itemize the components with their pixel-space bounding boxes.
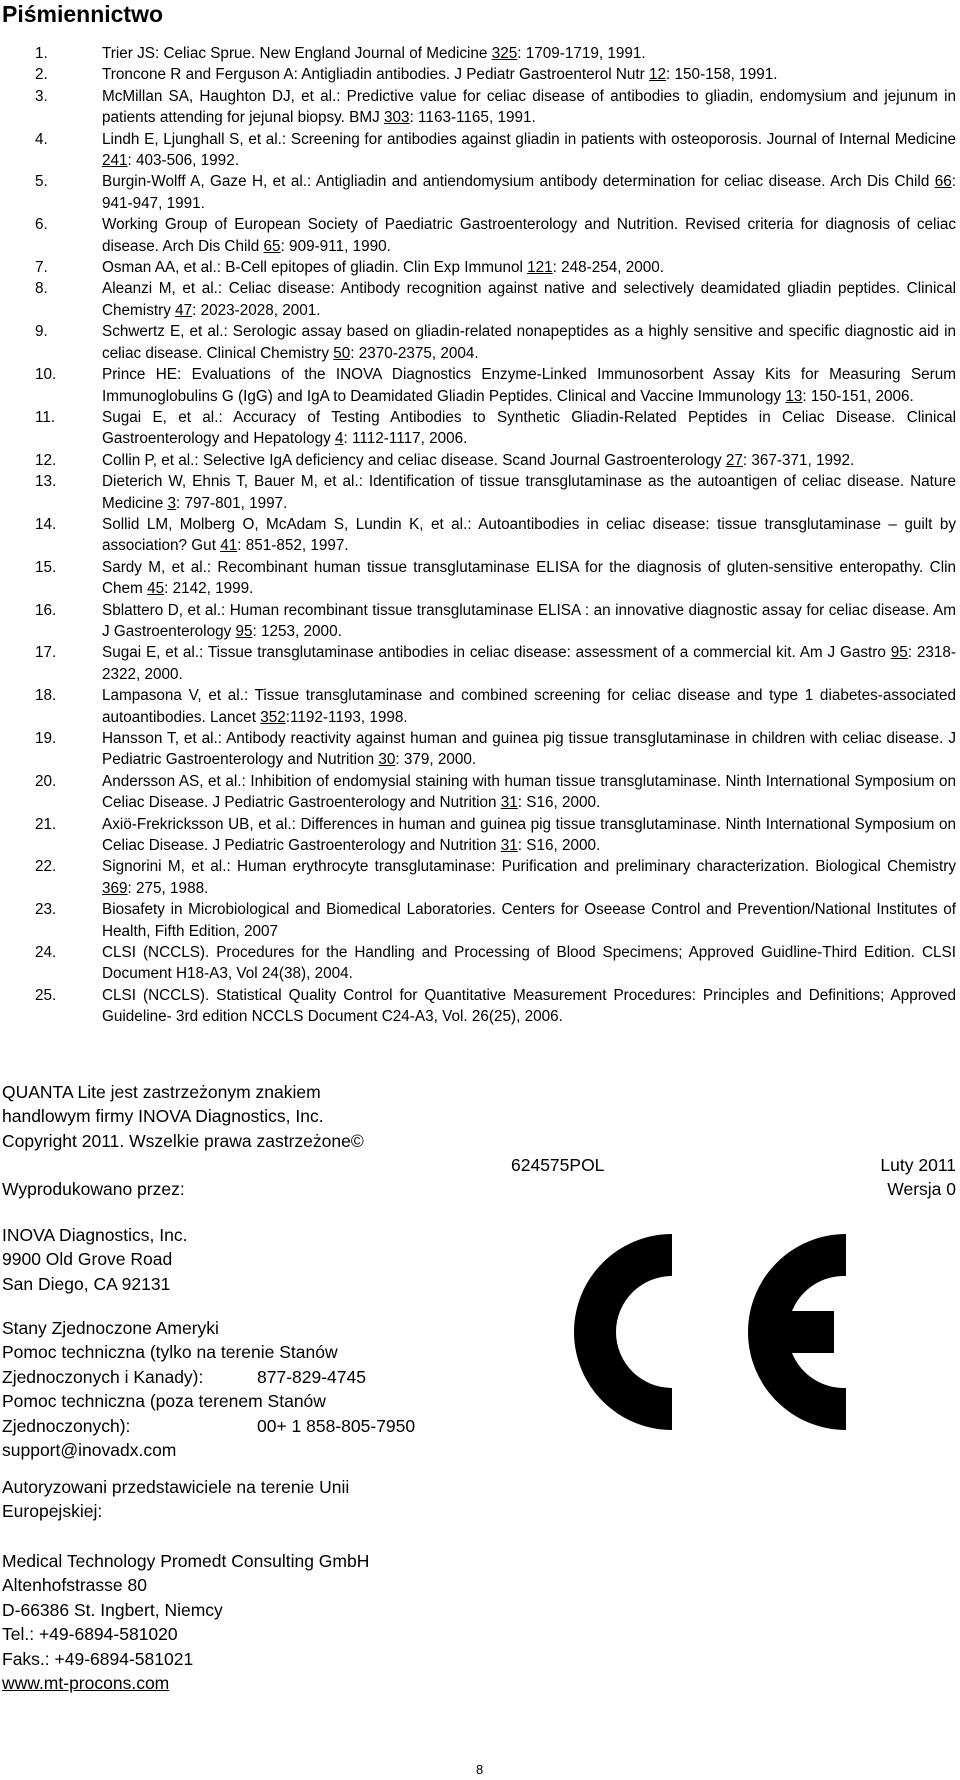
reference-text [102, 214, 956, 257]
eu-rep-website-link[interactable]: www.mt-procons.com [2, 1673, 170, 1694]
page-title: Piśmiennictwo [2, 1, 164, 27]
support-intl-row [2, 1414, 415, 1438]
reference-item [0, 86, 960, 129]
reference-number: 16. [35, 601, 57, 619]
reference-text [102, 899, 956, 942]
page-number: 8 [476, 1762, 484, 1777]
reference-text [102, 171, 956, 214]
reference-text-segment: : 2370-2375, 2004. [350, 344, 479, 362]
reference-number: 15. [35, 558, 57, 576]
reference-number: 3. [35, 87, 48, 105]
reference-number: 4. [35, 130, 48, 148]
reference-item [0, 171, 960, 214]
reference-text-segment: Sugai E, et al.: Tissue transglutaminase antibodies in celiac disease: assessment of a commercial kit. Am J Gastro [102, 644, 891, 662]
reference-volume: 369 [102, 879, 128, 897]
reference-number: 20. [35, 772, 57, 790]
reference-item [0, 899, 960, 942]
reference-text-segment: Schwertz E, et al.: Serologic assay based on gliadin-related nonapeptides as a highly sensitive and specific diagnostic aid in celiac disease. Clinical Chemistry [102, 323, 956, 362]
reference-text-segment: Lindh E, Ljunghall S, et al.: Screening for antibodies against gliadin in patients with osteoporosis. Journal of Internal Medicine [102, 130, 956, 148]
reference-number: 25. [35, 986, 57, 1004]
reference-number: 17. [35, 644, 57, 662]
country: Stany Zjednoczone Ameryki [2, 1318, 219, 1338]
contact-block [2, 1316, 415, 1462]
reference-text-segment: Sollid LM, Molberg O, McAdam S, Lundin K, et al.: Autoantibodies in celiac disease: tissue transglutaminase – guilt by association? Gut [102, 515, 956, 555]
reference-text [102, 471, 956, 514]
reference-text-segment: Burgin-Wolff A, Gaze H, et al.: Antigliadin and antiendomysium antibody determination for celiac disease. Arch Dis Child [102, 173, 935, 191]
reference-text-segment: Prince HE: Evaluations of the INOVA Diagnostics Enzyme-Linked Immunosorbent Assay Kits for Measuring Serum Immunoglobulins G (IgG) and IgA to Deamidated Gliadin Peptides. Clinical and Vaccine Immunology [102, 366, 956, 405]
reference-item [0, 364, 960, 407]
document-code: 624575POL [511, 1155, 605, 1175]
support-us-label: Pomoc techniczna (tylko na terenie Stanów [2, 1342, 338, 1363]
reference-item [0, 728, 960, 771]
eu-representative-label [2, 1475, 349, 1524]
eu-rep-phone: Tel.: +49-6894-581020 [2, 1624, 178, 1645]
reference-text-segment: : 909-911, 1990. [280, 237, 391, 255]
reference-text [102, 856, 956, 899]
reference-item [0, 514, 960, 557]
reference-item [0, 771, 960, 814]
document-date: Luty 2011 [880, 1155, 956, 1175]
reference-text-segment: CLSI (NCCLS). Procedures for the Handling and Processing of Blood Specimens; Approved Guidline-Third Edition. CLSI Document H18-A3, Vol 24(38), 2004. [102, 944, 956, 983]
reference-number: 10. [35, 366, 57, 384]
reference-text-segment: : 150-151, 2006. [802, 387, 914, 405]
reference-volume: 95 [235, 622, 253, 640]
reference-text-segment: :1192-1193, 1998. [285, 708, 408, 726]
manufactured-by-label: Wyprodukowano przez: [2, 1179, 185, 1199]
reference-item [0, 321, 960, 364]
reference-item [0, 129, 960, 172]
document-version: Wersja 0 [887, 1179, 956, 1199]
reference-text-segment: Trier JS: Celiac Sprue. New England Journal of Medicine [102, 45, 492, 62]
reference-text-segment: Troncone R and Ferguson A: Antigliadin antibodies. J Pediatr Gastroenterol Nutr [102, 66, 650, 84]
reference-text [102, 514, 956, 557]
reference-text [102, 407, 956, 450]
reference-item [0, 685, 960, 728]
reference-item [0, 985, 960, 1028]
reference-volume: 325 [491, 45, 518, 62]
reference-text-segment: : 1709-1719, 1991. [517, 45, 646, 62]
reference-text-segment: : 150-158, 1991. [666, 66, 778, 84]
reference-text [102, 129, 956, 172]
reference-text-segment: Sardy M, et al.: Recombinant human tissue transglutaminase ELISA for the diagnosis of gluten-sensitive enteropathy. Clin Chem [102, 558, 956, 598]
reference-text-segment: : 851-852, 1997. [237, 537, 349, 555]
ce-mark-icon [520, 1220, 850, 1444]
manufacturer-name: INOVA Diagnostics, Inc. [2, 1225, 188, 1245]
reference-number: 19. [35, 730, 57, 747]
reference-item [0, 814, 960, 857]
reference-number: 7. [35, 259, 48, 277]
reference-volume: 13 [785, 387, 803, 405]
reference-text-segment: : 1112-1117, 2006. [343, 430, 468, 448]
reference-text-segment: : S16, 2000. [517, 794, 601, 812]
address-line: 9900 Old Grove Road [2, 1249, 173, 1270]
reference-volume: 31 [500, 794, 518, 812]
reference-item [0, 43, 960, 64]
reference-number: 21. [35, 815, 57, 833]
reference-volume: 303 [384, 109, 410, 127]
reference-volume: 47 [175, 301, 193, 319]
reference-volume: 66 [934, 173, 952, 191]
reference-text-segment: McMillan SA, Haughton DJ, et al.: Predictive value for celiac disease of antibodies to gliadin, endomysium and jejunum in patients attending for jejunal biopsy. BMJ [102, 87, 956, 127]
reference-text [102, 557, 956, 600]
reference-text [102, 985, 956, 1028]
reference-number: 5. [35, 173, 48, 191]
support-intl-label: Pomoc techniczna (poza terenem Stanów [2, 1391, 326, 1412]
reference-item [0, 278, 960, 321]
reference-item [0, 257, 960, 278]
eu-representative-address [2, 1549, 369, 1695]
reference-text [102, 600, 956, 643]
reference-text-segment: : 2318-2322, 2000. [102, 644, 957, 683]
reference-number: 9. [35, 323, 48, 341]
reference-number: 2. [35, 66, 48, 84]
reference-volume: 95 [890, 644, 908, 662]
reference-volume: 65 [263, 237, 281, 255]
reference-text [102, 64, 956, 85]
reference-item [0, 856, 960, 899]
reference-text-segment: Working Group of European Society of Paediatric Gastroenterology and Nutrition. Revised criteria for diagnosis of celiac disease. Arch Dis Child [102, 216, 956, 255]
reference-text [102, 86, 956, 129]
reference-text [102, 728, 956, 771]
support-intl-label: Zjednoczonych): [2, 1415, 131, 1436]
reference-text-segment: Biosafety in Microbiological and Biomedical Laboratories. Centers for Oseease Control and Prevention/National Institutes of Health, Fifth Edition, 2007 [102, 901, 956, 940]
reference-text-segment: CLSI (NCCLS). Statistical Quality Control for Quantitative Measurement Procedures: Principles and Definitions; Approved Guideline- 3rd edition NCCLS Document C24-A3, Vol. 26(25), 2006. [102, 986, 956, 1026]
reference-volume: 4 [335, 430, 344, 448]
reference-text-segment: Dieterich W, Ehnis T, Bauer M, et al.: Identification of tissue transglutaminase as the autoantigen of celiac disease. Nature Medicine [102, 473, 956, 512]
reference-text-segment: Hansson T, et al.: Antibody reactivity against human and guinea pig tissue transglutaminase in children with celiac disease. J Pediatric Gastroenterology and Nutrition [102, 730, 956, 769]
reference-text [102, 942, 956, 985]
reference-item [0, 557, 960, 600]
reference-text [102, 278, 956, 321]
reference-number: 12. [35, 451, 57, 469]
reference-item [0, 450, 960, 471]
eu-rep-street: Altenhofstrasse 80 [2, 1575, 147, 1596]
address-line: San Diego, CA 92131 [2, 1273, 171, 1294]
reference-volume: 12 [649, 66, 667, 84]
reference-text-segment: Axiö-Frekricksson UB, et al.: Differences in human and guinea pig tissue transglutaminase. Ninth International Symposium on Celiac Disease. J Pediatric Gastroenterology and Nutrition [102, 815, 956, 855]
reference-volume: 45 [147, 580, 165, 598]
reference-item [0, 214, 960, 257]
support-us-row [2, 1365, 415, 1389]
reference-text-segment: Collin P, et al.: Selective IgA deficiency and celiac disease. Scand Journal Gastroenterology [102, 451, 726, 469]
reference-item [0, 642, 960, 685]
support-intl-phone: 00+ 1 858-805-7950 [257, 1415, 416, 1436]
reference-text-segment: : 367-371, 1992. [742, 451, 855, 469]
trademark-notice [2, 1080, 364, 1153]
reference-volume: 50 [333, 344, 351, 362]
reference-item [0, 471, 960, 514]
reference-number: 8. [35, 280, 48, 298]
trademark-line: handlowym firmy INOVA Diagnostics, Inc. [2, 1106, 324, 1127]
support-us-label: Zjednoczonych i Kanady): [2, 1366, 204, 1387]
eu-rep-label-line: Europejskiej: [2, 1501, 103, 1522]
reference-volume: 3 [167, 494, 176, 512]
reference-text-segment: : 1163-1165, 1991. [409, 109, 536, 127]
reference-text-segment: Lampasona V, et al.: Tissue transglutaminase and combined screening for celiac disease and type 1 diabetes-associated autoantibodies. Lancet [102, 687, 956, 726]
reference-item [0, 64, 960, 85]
reference-text [102, 814, 956, 857]
reference-number: 22. [35, 858, 57, 876]
reference-item [0, 942, 960, 985]
reference-volume: 31 [500, 837, 518, 855]
reference-item [0, 407, 960, 450]
reference-text-segment: Aleanzi M, et al.: Celiac disease: Antibody recognition against native and selectively deamidated gliadin peptides. Clinical Chemistry [102, 280, 956, 319]
reference-text [102, 364, 956, 407]
reference-volume: 241 [102, 152, 128, 170]
reference-text-segment: : 275, 1988. [127, 879, 209, 897]
reference-volume: 27 [725, 451, 743, 469]
reference-text-segment: : 797-801, 1997. [175, 494, 288, 512]
reference-number: 11. [35, 408, 56, 426]
reference-text-segment: Andersson AS, et al.: Inhibition of endomysial staining with human tissue transglutaminase. Ninth International Symposium on Celiac Disease. J Pediatric Gastroenterology and Nutrition [102, 772, 956, 812]
reference-volume: 30 [378, 751, 396, 769]
reference-number: 1. [35, 45, 48, 62]
support-us-phone: 877-829-4745 [257, 1366, 366, 1387]
reference-number: 14. [35, 515, 57, 533]
reference-number: 23. [35, 901, 57, 919]
reference-text [102, 257, 956, 278]
reference-text-segment: Sblattero D, et al.: Human recombinant tissue transglutaminase ELISA : an innovative diagnostic assay for celiac disease. Am J Gastroenterology [102, 601, 956, 640]
trademark-line: QUANTA Lite jest zastrzeżonym znakiem [2, 1082, 321, 1102]
eu-rep-city: D-66386 St. Ingbert, Niemcy [2, 1599, 223, 1620]
reference-number: 24. [35, 944, 57, 962]
reference-list [0, 43, 960, 1028]
eu-rep-fax: Faks.: +49-6894-581021 [2, 1648, 194, 1669]
reference-number: 18. [35, 687, 57, 705]
reference-number: 6. [35, 216, 48, 234]
reference-text-segment: : 1253, 2000. [252, 622, 342, 640]
reference-text-segment: : 248-254, 2000. [552, 259, 665, 277]
reference-text-segment: : 2023-2028, 2001. [192, 301, 321, 319]
reference-number: 13. [35, 473, 57, 491]
reference-text-segment: Osman AA, et al.: B-Cell epitopes of gliadin. Clin Exp Immunol [102, 259, 528, 277]
reference-volume: 352 [260, 708, 286, 726]
reference-text-segment: Sugai E, et al.: Accuracy of Testing Antibodies to Synthetic Gliadin-Related Peptides in Celiac Disease. Clinical Gastroenterology and Hepatology [102, 408, 956, 448]
support-email: support@inovadx.com [2, 1440, 177, 1461]
copyright-line: Copyright 2011. Wszelkie prawa zastrzeżone© [2, 1130, 364, 1151]
reference-text-segment: : 379, 2000. [395, 751, 477, 769]
reference-text [102, 685, 956, 728]
reference-text-segment: : S16, 2000. [517, 837, 601, 855]
reference-volume: 121 [527, 259, 553, 277]
reference-text [102, 321, 956, 364]
reference-text-segment: : 403-506, 1992. [127, 152, 239, 170]
reference-text [102, 43, 956, 64]
reference-text [102, 642, 956, 685]
reference-text-segment: : 2142, 1999. [164, 580, 254, 598]
reference-text-segment: Signorini M, et al.: Human erythrocyte transglutaminase: Purification and preliminary characterization. Biological Chemistry [102, 858, 956, 876]
reference-item [0, 600, 960, 643]
eu-rep-label-line: Autoryzowani przedstawiciele na terenie Unii [2, 1477, 350, 1497]
reference-text-segment: : 941-947, 1991. [102, 173, 956, 212]
reference-volume: 41 [220, 537, 238, 555]
reference-text [102, 771, 956, 814]
manufacturer-address [2, 1223, 187, 1296]
reference-text [102, 450, 956, 471]
eu-rep-name: Medical Technology Promedt Consulting GmbH [2, 1551, 370, 1571]
